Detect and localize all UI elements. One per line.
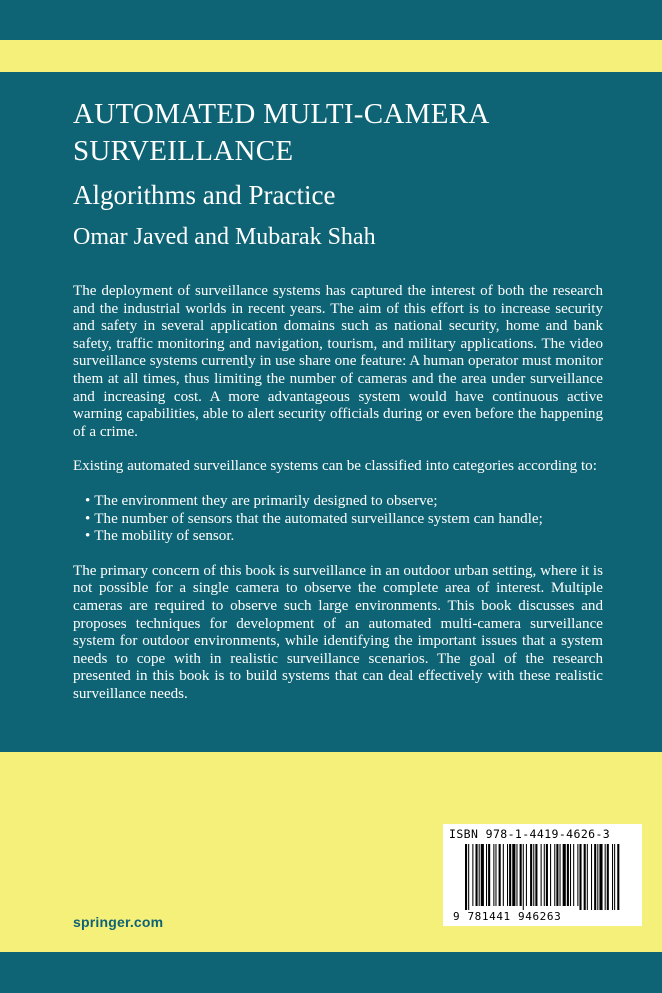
barcode-bar [554,844,555,906]
barcode-bar [509,844,511,906]
barcode-bar [468,844,469,910]
barcode-bar [556,844,558,906]
barcode-bar [544,844,545,906]
barcode-bar [597,844,598,910]
bullet-icon: • [85,510,91,527]
top-yellow-band [0,40,662,72]
barcode-bar [479,844,480,906]
barcode-digits: 9 781441 946263 [453,910,562,923]
barcode-bar [481,844,484,906]
barcode-bar [476,844,478,906]
barcode-bar [584,844,586,910]
book-subtitle: Algorithms and Practice [73,180,336,210]
bullet-icon: • [85,528,91,545]
barcode-bar [570,844,571,906]
barcode-bar [495,844,496,906]
top-teal-band [0,0,662,40]
isbn-label: ISBN 978-1-4419-4626-3 [449,827,611,841]
barcode-bar [512,844,515,906]
title-line-1: AUTOMATED MULTI-CAMERA [73,98,490,130]
barcode-bar [520,844,522,906]
barcode-bars [465,844,621,910]
barcode-bar [614,844,615,910]
barcode-bar [541,844,542,906]
barcode-bar [550,844,551,906]
barcode-bar [533,844,534,906]
barcode-bar [486,844,487,906]
barcode-bar [507,844,508,906]
barcode-bar [546,844,548,906]
blurb-paragraph-3: The primary concern of this book is surveillance in an outdoor urban setting, where it is not possible for a single camera to observe the complete area of interest. Multiple cameras are required to observe such large environments. This book discusses and proposes techniques for development of an automated multi-camera surveillance system for outdoor environments, while identifying the important issues that a system needs to cope with in realistic surveillance scenarios. The goal of the research presented in this book is to build systems that can deal effectively with these realistic surveillance needs. [73,562,603,702]
isbn-barcode [443,824,642,926]
barcode-bar [499,844,501,906]
title-line-2: SURVEILLANCE [73,135,294,167]
barcode-bar [488,844,490,906]
barcode-bar [599,844,602,910]
barcode-bar [617,844,619,910]
barcode-bar [472,844,473,906]
barcode-bar [560,844,561,906]
bullet-icon: • [85,492,91,509]
list-item: • The number of sensors that the automated surveillance system can handle; [85,510,543,527]
barcode-bar [577,844,578,906]
blurb-bullet-list [73,493,603,546]
barcode-bar [523,844,524,910]
barcode-bar [526,844,527,906]
barcode-bar [516,844,517,906]
publisher-url: springer.com [73,914,164,930]
book-title [73,96,613,170]
list-item: • The environment they are primarily designed to observe; [85,492,438,509]
book-authors: Omar Javed and Mubarak Shah [73,224,376,250]
barcode-bar [493,844,494,906]
blurb-paragraph-2: Existing automated surveillance systems can be classified into categories according to: [73,458,597,475]
bottom-teal-band [0,952,662,993]
barcode-bar [605,844,606,910]
barcode-bar [579,844,581,910]
back-cover-blurb [73,283,603,720]
barcode-bar [607,844,609,910]
barcode-bar [587,844,588,910]
barcode-bar [573,844,574,906]
barcode-bar [567,844,569,906]
barcode-bar [612,844,613,910]
blurb-paragraph-1: The deployment of surveillance systems has captured the interest of both the research and the industrial worlds in recent years. The aim of this effort is to increase security and safety in several application domains such as national security, home and bank safety, traffic monitoring and navigation, tourism, and military applications. The video surveillance systems currently in use share one feature: A human operator must monitor them at all times, thus limiting the number of cameras and the area under surveillance and increasing cost. A more advantageous system would have continuous active warning capabilities, able to alert security officials during or even before the happening of a crime. [73,283,603,440]
barcode-bar [591,844,592,910]
barcode-bar [503,844,504,906]
barcode-bar [465,844,467,910]
barcode-bar [535,844,537,906]
barcode-bar [530,844,532,906]
barcode-bar [594,844,596,910]
barcode-bar [563,844,566,906]
list-item: • The mobility of sensor. [85,528,235,545]
